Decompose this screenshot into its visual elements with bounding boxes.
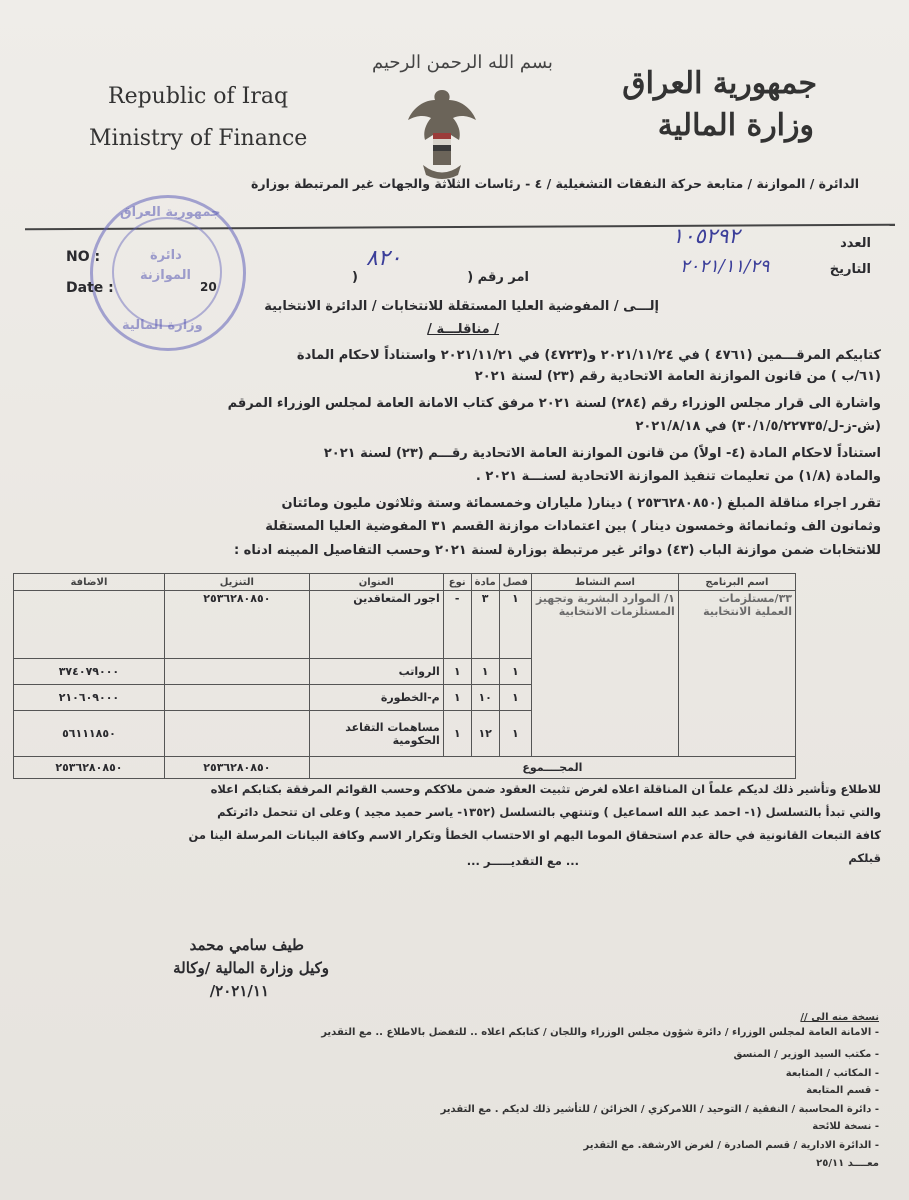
closing-line: للاطلاع وتأشير ذلك لديكم علماً ان المناقلة اعلاه لغرض تثبيت العقود ضمن ملاككم وحسب القوائم المرفقة بكتابكم اعلاه	[210, 782, 881, 796]
title-cell: اجور المتعاقدين	[309, 591, 443, 659]
signatory-title: وكيل وزارة المالية /وكالة	[173, 959, 329, 977]
table-header-cell: الاضافة	[14, 574, 165, 591]
addition-cell	[14, 591, 165, 659]
type-cell: ١	[443, 711, 471, 757]
addressee: إلـــى / المفوضية العليا المستقلة للانتخابات / الدائرة الانتخابية	[264, 299, 659, 314]
table-header-cell: التنزيل	[164, 574, 309, 591]
body-line: (٦١/ب ) من قانون الموازنة العامة الاتحادية رقم (٢٣) لسنة ٢٠٢١	[474, 369, 881, 384]
header-ministry-ar: وزارة المالية	[657, 108, 814, 143]
date-label: التاريخ	[829, 262, 871, 277]
no-label: NO :	[66, 249, 101, 265]
closing-line: كافة التبعات القانونية في حالة عدم استحقاق الموما اليهم او الاحتساب الخطأ وتكرار الاسم وكافة البيانات المرسلة الينا من	[188, 828, 881, 842]
table-header-cell: نوع	[443, 574, 471, 591]
table-header-row	[14, 574, 796, 591]
header-country-en: Republic of Iraq	[108, 84, 289, 109]
date-en-value: 20	[200, 280, 217, 294]
reduction-cell: ٢٥٣٦٢٨٠٨٥٠	[164, 591, 309, 659]
cc-item: - مكتب السيد الوزير / المنسق	[733, 1049, 879, 1060]
chapter-cell: ١	[499, 591, 531, 659]
stamp-text-top: جمهورية العراق	[120, 205, 221, 220]
total-reduction: ٢٥٣٦٢٨٠٨٥٠	[164, 757, 309, 779]
allocation-table	[13, 573, 796, 779]
closing-line: والتي تبدأ بالتسلسل (١- احمد عبد الله اسماعيل ) وتنتهي بالتسلسل (١٣٥٢- ياسر حميد مجيد ) وعلى ان تتحمل دائرتكم	[217, 805, 881, 819]
body-line: تقرر اجراء مناقلة المبلغ (٢٥٣٦٢٨٠٨٥٠ ) دينار( ملياران وخمسمائة وستة وثلاثون مليون ومائتان	[281, 496, 881, 511]
cc-preparer: معــــد ٢٥/١١	[816, 1158, 879, 1169]
body-line: وثمانون الف وثمانمائة وخمسون دينار ) بين اعتمادات موازنة القسم ٣١ المفوضية العليا المستقلة	[265, 519, 881, 534]
body-line: للانتخابات ضمن موازنة الباب (٤٣) دوائر غير مرتبطة بوزارة لسنة ٢٠٢١ وحسب التفاصيل المبينه ادناه :	[233, 543, 881, 558]
cc-item: - الامانة العامة لمجلس الوزراء / دائرة شؤون مجلس الوزراء واللجان / كتابكم اعلاه .. للتفضل بالاطلاع .. مع التقدير	[321, 1027, 879, 1038]
table-header-cell: العنوان	[309, 574, 443, 591]
table-total-row	[14, 757, 796, 779]
number-value: ١٠٥٢٩٢	[672, 224, 740, 248]
reduction-cell	[164, 711, 309, 757]
addition-cell: ٥٦١١١٨٥٠	[14, 711, 165, 757]
cc-item: - دائرة المحاسبة / النفقية / التوحيد / اللامركزي / الخزائن / للتأشير ذلك لديكم . مع التقدير	[440, 1104, 879, 1115]
iraq-eagle-emblem	[403, 85, 481, 185]
title-cell: الرواتب	[309, 659, 443, 685]
cc-item: - المكاتب / المتابعة	[785, 1068, 879, 1079]
total-addition: ٢٥٣٦٢٨٠٨٥٠	[14, 757, 165, 779]
signatory-name: طيف سامي محمد	[189, 936, 304, 954]
header-ministry-en: Ministry of Finance	[89, 126, 308, 151]
program-cell: ٣٣/مستلزمات العملية الانتخابية	[678, 591, 795, 757]
item-cell: ١	[471, 659, 499, 685]
chapter-cell: ١	[499, 659, 531, 685]
table-header-cell: فصل	[499, 574, 531, 591]
signature-date: ٢٠٢١/١١/	[209, 982, 269, 1000]
title-cell: مساهمات التقاعد الحكومية	[309, 711, 443, 757]
date-value: ٢٠٢١/١١/٢٩	[680, 256, 770, 277]
cc-item: - قسم المتابعة	[806, 1085, 879, 1096]
body-line: (ش-ز-ل/٣٠/١/٥/٢٢٧٣٥) في ٢٠٢١/٨/١٨	[635, 419, 881, 434]
item-cell: ١٠	[471, 685, 499, 711]
addition-cell: ٣٧٤٠٧٩٠٠٠	[14, 659, 165, 685]
table-header-cell: اسم البرنامج	[678, 574, 795, 591]
date-en-label: Date :	[66, 280, 114, 296]
order-label: امر رقم (	[467, 270, 529, 285]
stamp-text-bottom: وزارة المالية	[122, 318, 203, 333]
closing-line: قبلكم	[848, 851, 881, 865]
cc-item: - نسخة للائحة	[812, 1121, 879, 1132]
stamp-text-mid1: دائرة	[150, 248, 182, 263]
body-line: استناداً لاحكام المادة (٤- اولاً) من قانون الموازنة العامة الاتحادية رقـــم (٢٣) لسنة ٢٠٢١	[323, 446, 881, 461]
table-header-cell: مادة	[471, 574, 499, 591]
reduction-cell	[164, 659, 309, 685]
table-row	[14, 591, 796, 659]
order-close: )	[352, 270, 358, 285]
subject: / مناقلـــة /	[427, 322, 499, 337]
type-cell: ١	[443, 685, 471, 711]
closing-regards: ... مع التقديـــــر ...	[466, 854, 579, 868]
cc-item: - الدائرة الادارية / قسم الصادرة / لغرض الارشفة. مع التقدير	[583, 1140, 879, 1151]
activity-cell: ١/ الموارد البشرية وتجهيز المستلزمات الانتخابية	[531, 591, 678, 757]
cc-heading: نسخة منه الى //	[800, 1012, 879, 1023]
type-cell: -	[443, 591, 471, 659]
chapter-cell: ١	[499, 711, 531, 757]
chapter-cell: ١	[499, 685, 531, 711]
department-line: الدائرة / الموازنة / متابعة حركة النفقات التشغيلية / ٤ - رئاسات الثلاثة والجهات غير المرتبطة بوزارة	[251, 176, 859, 191]
reduction-cell	[164, 685, 309, 711]
body-line: كتابيكم المرقـــمين (٤٧٦١ ) في ٢٠٢١/١١/٢٤ و(٤٧٢٣) في ٢٠٢١/١١/٢١ واستناداً لاحكام المادة	[296, 348, 881, 363]
item-cell: ٣	[471, 591, 499, 659]
title-cell: م-الخطورة	[309, 685, 443, 711]
table-header-cell: اسم النشاط	[531, 574, 678, 591]
type-cell: ١	[443, 659, 471, 685]
number-label: العدد	[840, 236, 871, 251]
body-line: والمادة (١/٨) من تعليمات تنفيذ الموازنة الاتحادية لسنـــة ٢٠٢١ .	[475, 469, 881, 484]
header-country-ar: جمهورية العراق	[622, 66, 817, 101]
item-cell: ١٢	[471, 711, 499, 757]
order-value: ٨٢٠	[366, 246, 402, 271]
total-label: المجــــموع	[309, 757, 795, 779]
body-line: واشارة الى قرار مجلس الوزراء رقم (٢٨٤) لسنة ٢٠٢١ مرفق كتاب الامانة العامة لمجلس الوزراء المرقم	[227, 396, 881, 411]
addition-cell: ٢١٠٦٠٩٠٠٠	[14, 685, 165, 711]
basmala: بسم الله الرحمن الرحيم	[372, 52, 553, 73]
stamp-text-mid2: الموازنة	[140, 268, 191, 283]
